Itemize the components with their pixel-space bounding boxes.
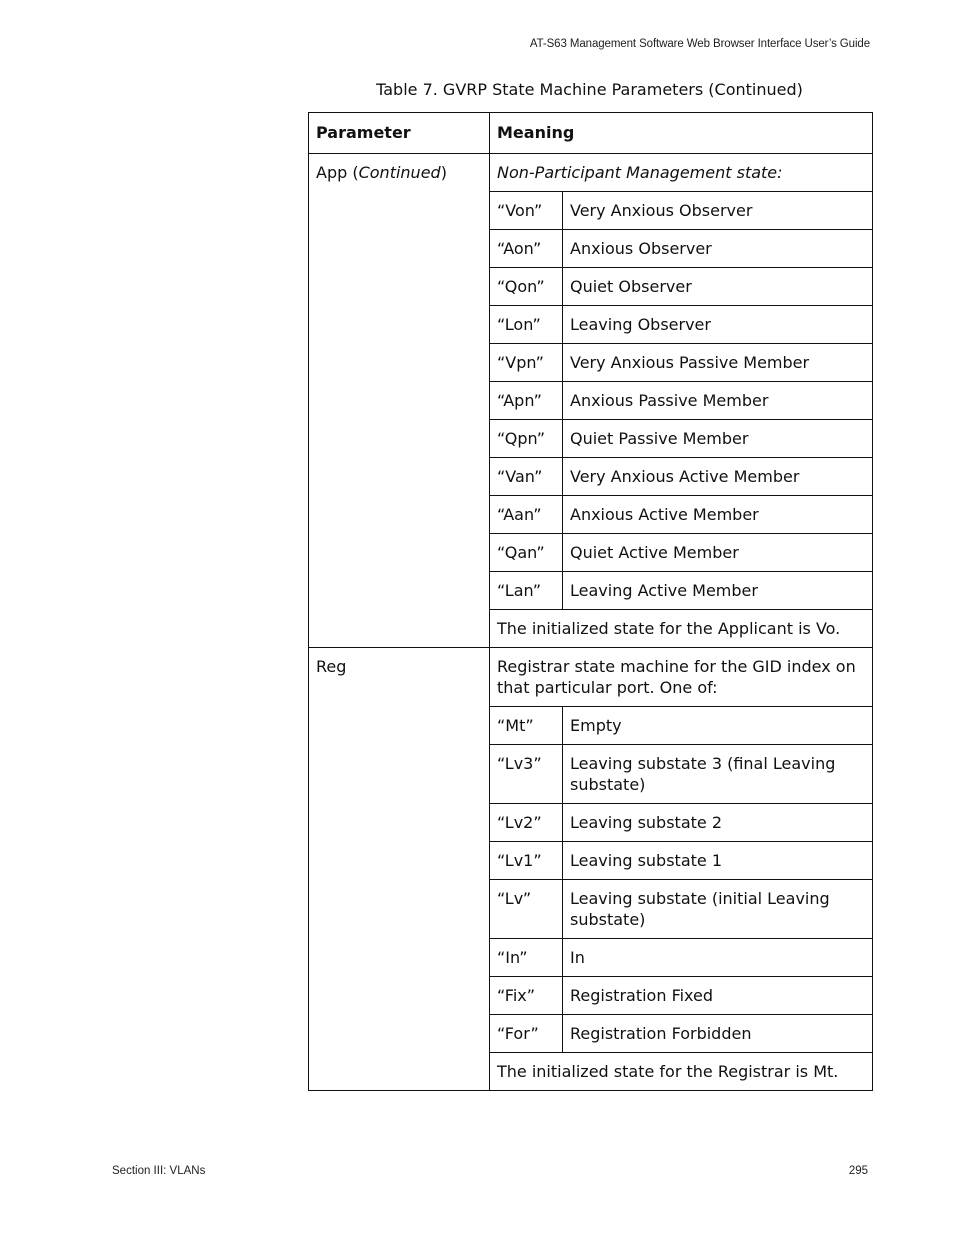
state-meaning: Quiet Observer [563, 268, 873, 306]
header-meaning: Meaning [490, 113, 873, 154]
state-code: “Apn” [490, 382, 563, 420]
state-code: “Mt” [490, 707, 563, 745]
state-code: “Aon” [490, 230, 563, 268]
state-meaning: Very Anxious Passive Member [563, 344, 873, 382]
state-code: “Qon” [490, 268, 563, 306]
state-code: “Aan” [490, 496, 563, 534]
state-code: “Van” [490, 458, 563, 496]
state-code: “Qpn” [490, 420, 563, 458]
app-section [309, 154, 873, 648]
param-reg: Reg [309, 648, 490, 1091]
running-header: AT-S63 Management Software Web Browser Interface User’s Guide [529, 38, 870, 50]
state-meaning: Very Anxious Observer [563, 192, 873, 230]
header-parameter: Parameter [309, 113, 490, 154]
state-meaning: Registration Forbidden [563, 1015, 873, 1053]
state-meaning: Anxious Observer [563, 230, 873, 268]
state-note: The initialized state for the Registrar is Mt. [490, 1053, 873, 1091]
state-meaning: Registration Fixed [563, 977, 873, 1015]
state-meaning: Leaving Active Member [563, 572, 873, 610]
table-caption: Table 7. GVRP State Machine Parameters (Continued) [376, 80, 803, 99]
state-code: “Lv” [490, 880, 563, 939]
param-app-continued: Continued [358, 163, 441, 182]
state-code: “Fix” [490, 977, 563, 1015]
state-meaning: Very Anxious Active Member [563, 458, 873, 496]
state-code: “Lan” [490, 572, 563, 610]
state-code: “Vpn” [490, 344, 563, 382]
gvrp-state-table [308, 112, 873, 1091]
state-meaning: Leaving substate (initial Leaving substate) [563, 880, 873, 939]
state-meaning: Leaving substate 3 (final Leaving substate) [563, 745, 873, 804]
state-code: “In” [490, 939, 563, 977]
app-intro: Non-Participant Management state: [490, 154, 873, 192]
state-code: “Lv3” [490, 745, 563, 804]
param-app-prefix: App ( [316, 163, 359, 182]
reg-section [309, 648, 873, 1091]
state-meaning: Quiet Active Member [563, 534, 873, 572]
table-row [309, 648, 873, 707]
state-code: “Lon” [490, 306, 563, 344]
state-meaning: Quiet Passive Member [563, 420, 873, 458]
footer-section: Section III: VLANs [112, 1165, 206, 1177]
state-meaning: Leaving Observer [563, 306, 873, 344]
state-code: “For” [490, 1015, 563, 1053]
state-code: “Lv1” [490, 842, 563, 880]
table-row [309, 154, 873, 192]
param-app-suffix: ) [440, 163, 447, 182]
state-meaning: In [563, 939, 873, 977]
state-meaning: Empty [563, 707, 873, 745]
page-number: 295 [848, 1165, 868, 1177]
state-code: “Qan” [490, 534, 563, 572]
state-code: “Von” [490, 192, 563, 230]
table-header-row [309, 113, 873, 154]
param-app [309, 154, 490, 648]
state-code: “Lv2” [490, 804, 563, 842]
reg-intro: Registrar state machine for the GID index on that particular port. One of: [490, 648, 873, 707]
state-meaning: Leaving substate 1 [563, 842, 873, 880]
state-meaning: Anxious Active Member [563, 496, 873, 534]
state-meaning: Anxious Passive Member [563, 382, 873, 420]
state-note: The initialized state for the Applicant is Vo. [490, 610, 873, 648]
state-meaning: Leaving substate 2 [563, 804, 873, 842]
